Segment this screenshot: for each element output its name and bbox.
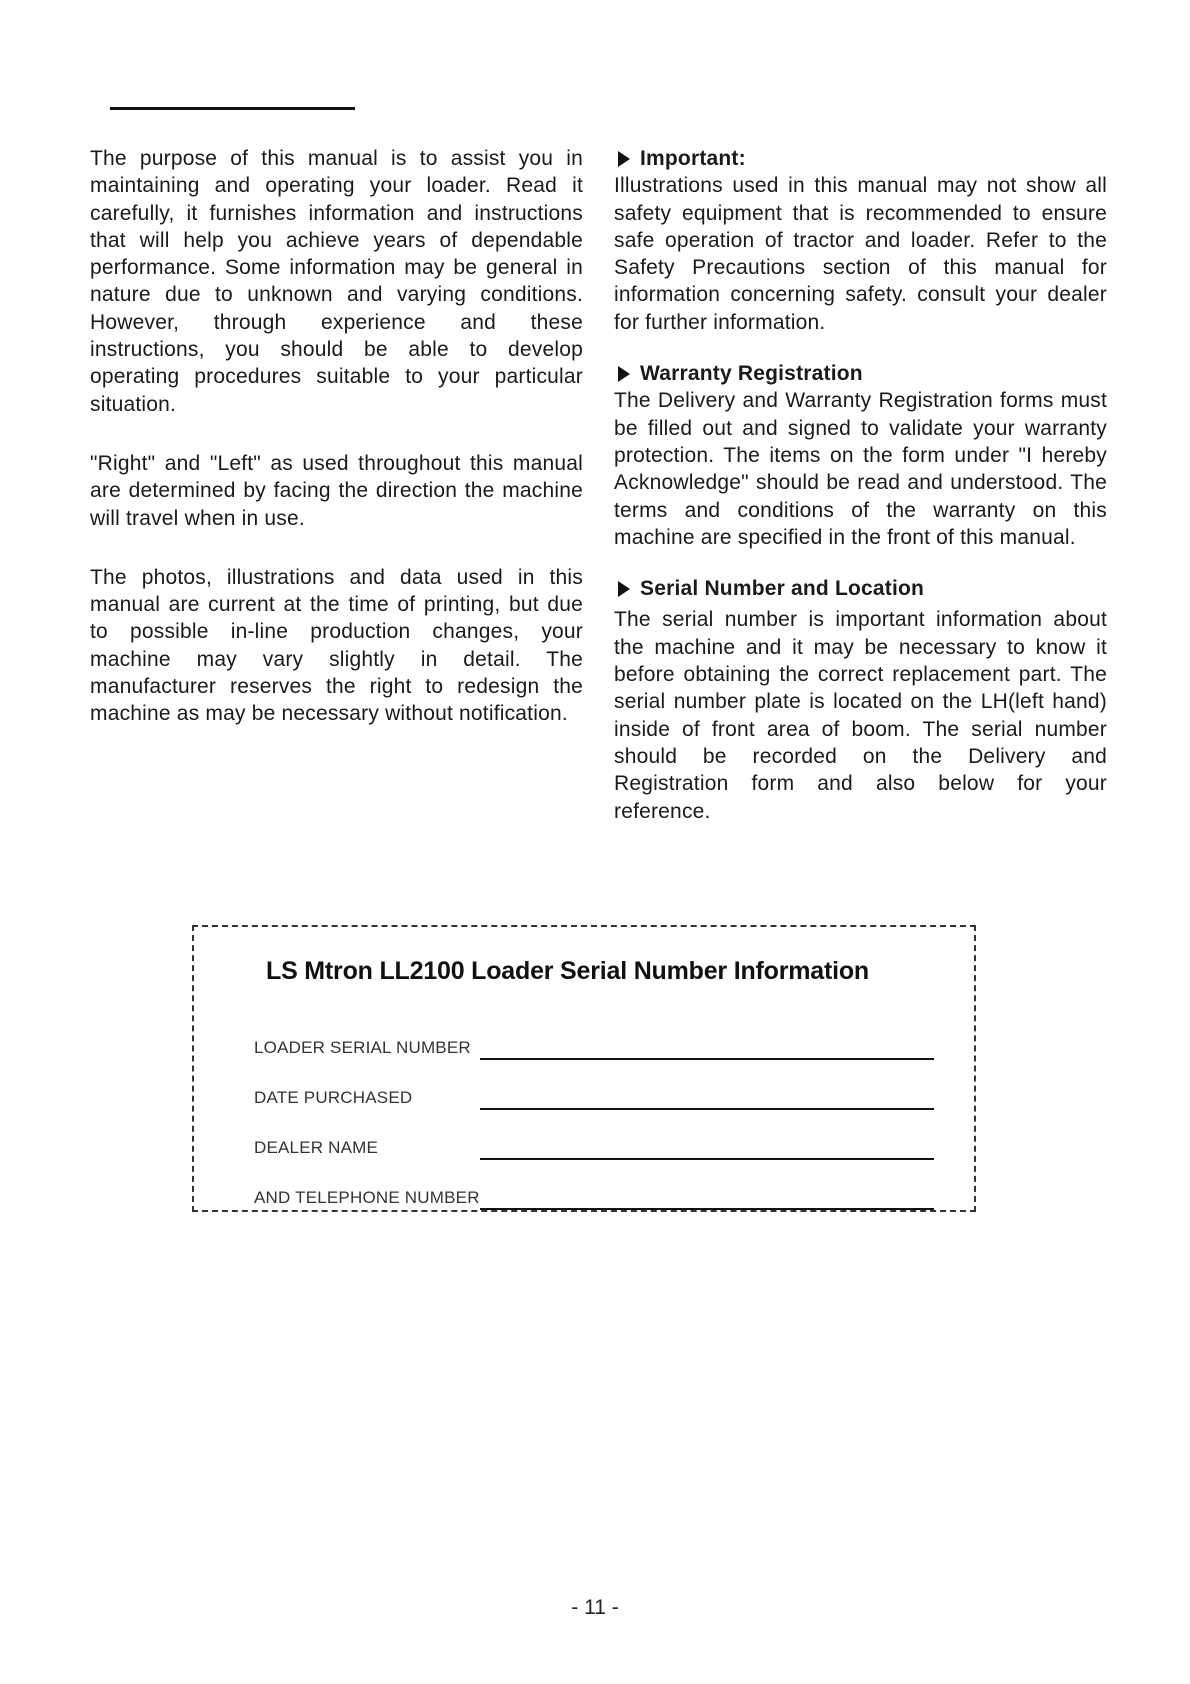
intro-paragraph-right-left: "Right" and "Left" as used throughout this manual are determined by facing the direction the machine will travel when in use. [90,451,583,530]
field-dealer-name [254,1132,934,1160]
warranty-section [614,360,1107,551]
warranty-text: The Delivery and Warranty Registration forms must be filled out and signed to validate your warranty protection. The items on the form under "I hereby Acknowledge" should be read and understood. The terms and conditions of the warranty on this machine are specified in the front of this manual. [614,389,1107,549]
serial-heading-text: Serial Number and Location [640,577,925,601]
important-heading [614,145,1107,172]
page-number: - 11 - [571,1596,619,1619]
serial-section [614,575,1107,825]
field-blank-line [480,1158,934,1160]
warranty-heading [614,360,1107,387]
top-rule [110,107,355,110]
right-column [614,145,1107,849]
field-date-purchased [254,1082,934,1110]
triangle-bullet-icon [618,366,630,382]
field-label: AND TELEPHONE NUMBER [254,1188,480,1207]
important-text: Illustrations used in this manual may not show all safety equipment that is recommended to ensure safe operation of tractor and loader. Refer to the Safety Precautions section of this manual for information concerning safety. consult your dealer for further information. [614,174,1107,334]
triangle-bullet-icon [618,581,630,597]
left-column [90,145,583,728]
intro-paragraph-photos: The photos, illustrations and data used in this manual are current at the time of printing, but due to possible in-line production changes, your machine may vary slightly in detail. The manufacturer reserves the right to redesign the machine as may be necessary without notification. [90,565,583,726]
field-telephone-number [254,1182,934,1210]
important-heading-text: Important: [640,147,746,170]
serial-box-title: LS Mtron LL2100 Loader Serial Number Information [266,957,869,985]
serial-heading [614,575,1107,602]
warranty-heading-text: Warranty Registration [640,362,863,386]
field-blank-line [480,1058,934,1060]
important-section [614,145,1107,336]
triangle-bullet-icon [618,151,630,167]
serial-text: The serial number is important information about the machine and it may be necessary to know it before obtaining the correct replacement part. The serial number plate is located on the LH(left hand) inside of front area of boom. The serial number should be recorded on the Delivery and Registration form and also below for your reference. [614,608,1107,823]
field-label: LOADER SERIAL NUMBER [254,1038,471,1057]
field-label: DATE PURCHASED [254,1088,413,1107]
field-blank-line [480,1108,934,1110]
field-blank-line [480,1208,934,1210]
field-label: DEALER NAME [254,1138,379,1157]
serial-number-info-box [192,925,976,1212]
field-loader-serial-number [254,1032,934,1060]
intro-paragraph-purpose: The purpose of this manual is to assist you in maintaining and operating your loader. Read it carefully, it furnishes information and instructions that will help you achieve years of dependable performance. Some information may be general in nature due to unknown and varying conditions. However, through experience and these instructions, you should be able to develop operating procedures suitable to your particular situation. [90,147,583,416]
